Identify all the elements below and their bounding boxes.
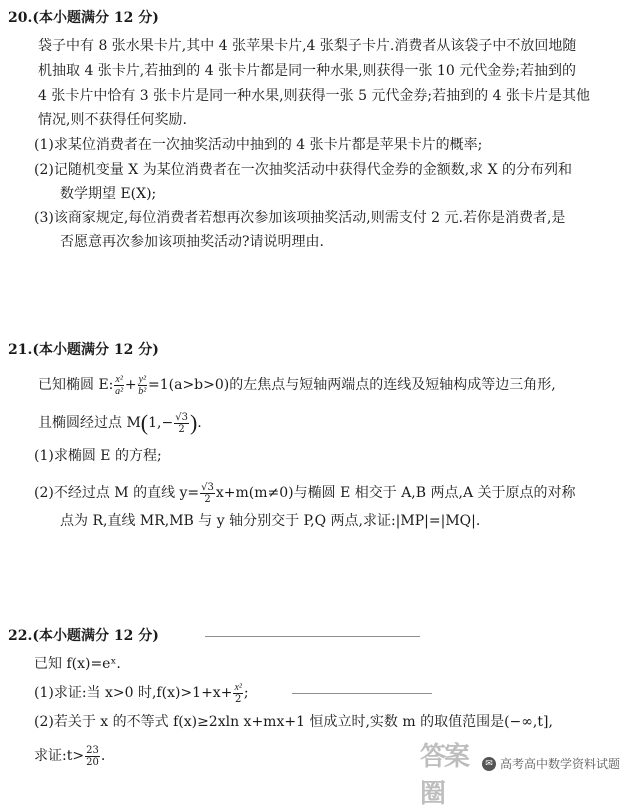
watermark-logo: 答案圈: [420, 742, 469, 809]
q20-line-1: 袋子中有 8 张水果卡片,其中 4 张苹果卡片,4 张梨子卡片.消费者从该袋子中不放回地随: [38, 38, 577, 54]
q21-line-2: 且椭圆经过点 M(1,− $\frac{√3}{2}$ ).: [38, 410, 202, 435]
q22-sub1-pre: (1)求证:当 x>0 时,f(x)>1+x+: [34, 685, 233, 701]
plus-sign: +: [124, 377, 137, 393]
q21-intro-post: =1(a>b>0)的左焦点与短轴两端点的连线及短轴构成等边三角形,: [148, 377, 556, 393]
wechat-icon: ✉: [482, 757, 496, 771]
q20-line-4: 情况,则不获得任何奖励.: [38, 112, 187, 128]
q21-intro-pre: 已知椭圆 E:: [38, 377, 114, 393]
q20-sub3a: (3)该商家规定,每位消费者若想再次参加该项抽奖活动,则需支付 2 元.若你是消费者,是: [34, 210, 566, 226]
q21-sub2-post: x+m(m≠0)与椭圆 E 相交于 A,B 两点,A 关于原点的对称: [215, 485, 576, 501]
q22-sub1: [34, 680, 249, 706]
header-rule: [205, 636, 420, 637]
q21-line2-pre: 且椭圆经过点 M: [38, 415, 141, 431]
q21-header: 21.(本小题满分 12 分): [8, 342, 159, 358]
q22-sub2b: [34, 742, 105, 770]
q22-sub2: (2)若关于 x 的不等式 f(x)≥2xln x+mx+1 恒成立时,实数 m 的取值范围是(−∞,t],: [34, 714, 553, 730]
q20-line-3: 4 张卡片中恰有 3 张卡片是同一种水果,则获得一张 5 元代金券;若抽到的 4 张卡片是其他: [38, 88, 590, 104]
q22-sub2b-pre: 求证:t>: [34, 748, 85, 764]
q21-sub2b: 点为 R,直线 MR,MB 与 y 轴分别交于 P,Q 两点,求证:|MP|=|MQ|.: [60, 513, 481, 529]
point-m-y-frac: $\frac{√3}{2}$: [175, 411, 188, 435]
q20-sub1: (1)求某位消费者在一次抽奖活动中抽到的 4 张卡片都是苹果卡片的概率;: [34, 137, 483, 153]
ellipse-y-term: $\frac{\text{y²}}{\text{b²}}$: [138, 373, 147, 397]
q20-sub3b: 否愿意再次参加该项抽奖活动?请说明理由.: [60, 234, 324, 250]
q21-sub2-pre: (2)不经过点 M 的直线 y=: [34, 485, 200, 501]
point-m-x: 1,−: [148, 415, 174, 431]
x-squared-over-2: $\frac{\text{x²}}{2}$: [234, 681, 242, 705]
ellipse-x-term: $\frac{\text{x²}}{\text{a²}}$: [115, 373, 124, 397]
q21-sub2: [34, 480, 576, 506]
watermark-source: 高考高中数学资料试题: [500, 757, 621, 771]
q20-sub2b: 数学期望 E(X);: [60, 186, 157, 202]
q22-sub1-post: ;: [243, 685, 249, 701]
q21-sub1: (1)求椭圆 E 的方程;: [34, 448, 162, 464]
q22-sub2b-post: .: [100, 748, 106, 764]
slope-frac: $\frac{√3}{2}$: [201, 481, 214, 505]
q20-header: 20.(本小题满分 12 分): [8, 10, 159, 26]
sub1-rule: [292, 693, 432, 694]
fraction-23-20: $\frac{23}{20}$: [86, 744, 99, 768]
q21-intro: [38, 372, 556, 398]
q20-line-2: 机抽取 4 张卡片,若抽到的 4 张卡片都是同一种水果,则获得一张 10 元代金券;若抽到的: [38, 63, 576, 79]
q21-line2-post: .: [197, 415, 202, 431]
q22-given: 已知 f(x)=eˣ.: [34, 656, 121, 672]
q22-header: 22.(本小题满分 12 分): [8, 628, 159, 644]
q20-sub2a: (2)记随机变量 X 为某位消费者在一次抽奖活动中获得代金券的金额数,求 X 的分布列和: [34, 162, 573, 178]
